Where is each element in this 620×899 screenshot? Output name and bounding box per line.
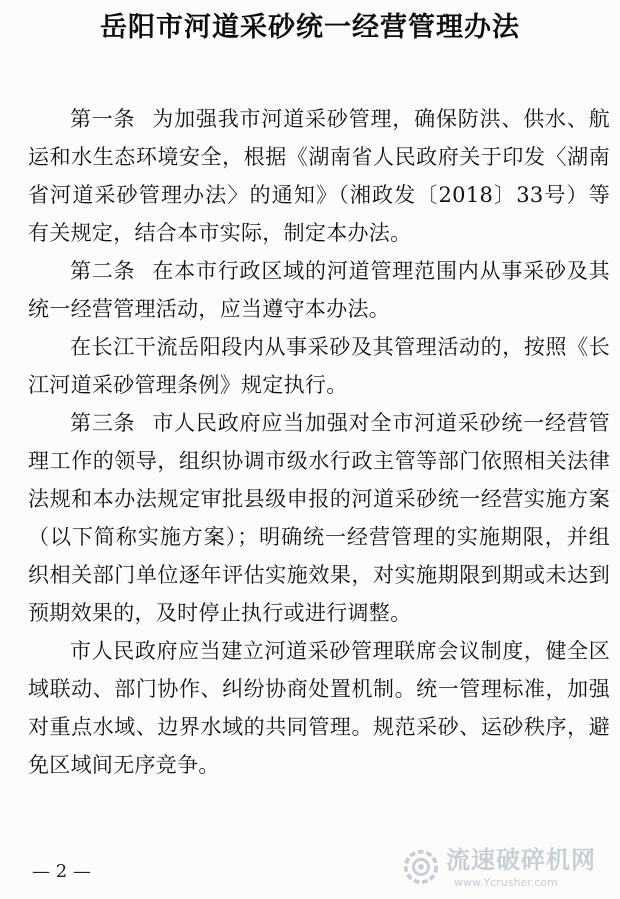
paragraph-text: 在本市行政区域的河道管理范围内从事采砂及其统一经营管理活动，应当遵守本办法。 [28, 259, 610, 321]
document-body [28, 100, 610, 784]
paragraph-text: 在长江干流岳阳段内从事采砂及其管理活动的，按照《长江河道采砂管理条例》规定执行。 [28, 335, 610, 397]
paragraph-text: 市人民政府应当建立河道采砂管理联席会议制度，健全区域联动、部门协作、纠纷协商处置机制。统一管理标准，加强对重点水域、边界水域的共同管理。规范采砂、运砂秩序，避免区域间无序竞争。 [28, 639, 610, 777]
paragraph-article-2 [28, 252, 610, 328]
paragraph-text: 为加强我市河道采砂管理，确保防洪、供水、航运和水生态环境安全，根据《湖南省人民政府关于印发〈湖南省河道采砂管理办法〉的通知》（湘政发〔2018〕33号）等有关规定，结合本市实际，制定本办法。 [28, 107, 610, 245]
watermark-url: www.Ycrusher.com [454, 876, 558, 889]
page-number: — 2 — [32, 861, 91, 882]
paragraph-article-2-clause-2 [28, 328, 610, 404]
site-watermark [402, 846, 612, 894]
article-label: 第二条 [70, 259, 136, 283]
article-label: 第一条 [70, 107, 136, 131]
paragraph-article-1 [28, 100, 610, 252]
paragraph-article-3-clause-2 [28, 632, 610, 784]
watermark-name: 流速破碎机网 [446, 846, 596, 874]
document-title: 岳阳市河道采砂统一经营管理办法 [100, 12, 520, 43]
article-label: 第三条 [70, 411, 136, 435]
paragraph-article-3 [28, 404, 610, 632]
paragraph-text: 市人民政府应当加强对全市河道采砂统一经营管理工作的领导，组织协调市级水行政主管等部门依照相关法律法规和本办法规定审批县级申报的河道采砂统一经营实施方案（以下简称实施方案）；明确统一经营管理的实施期限，并组织相关部门单位逐年评估实施效果，对实施期限到期或未达到预期效果的，及时停止执行或进行调整。 [28, 411, 610, 625]
crusher-gear-logo-icon [402, 848, 440, 886]
